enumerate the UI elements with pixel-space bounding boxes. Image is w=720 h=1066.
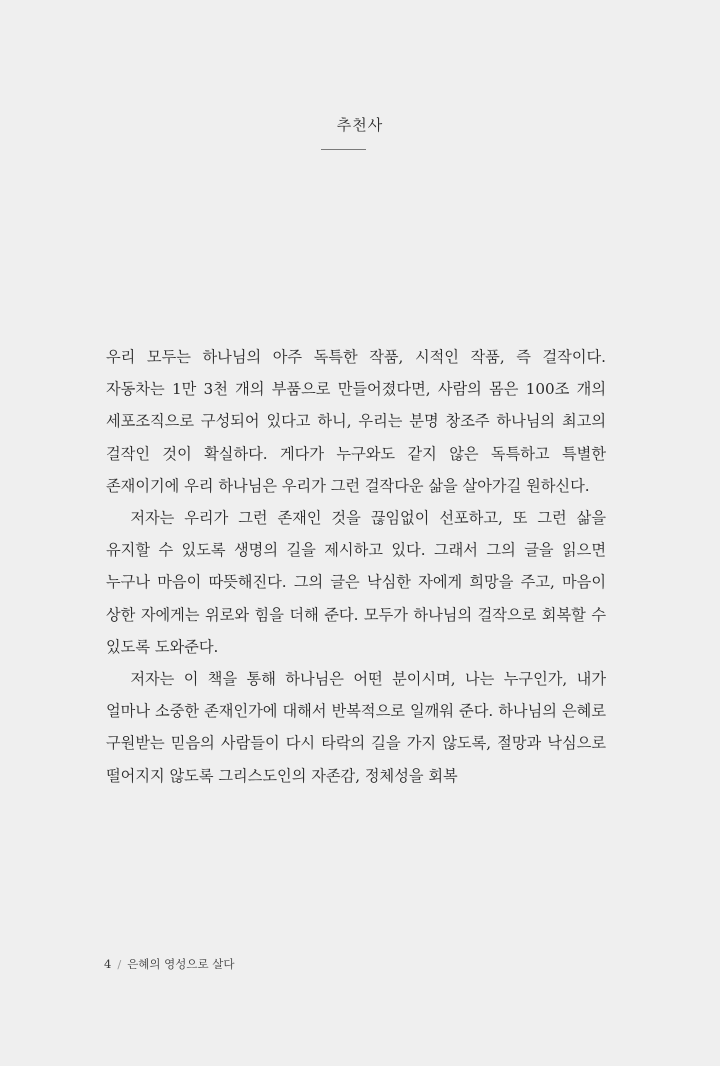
heading-divider (321, 149, 366, 150)
paragraph-3: 저자는 이 책을 통해 하나님은 어떤 분이시며, 나는 누구인가, 내가 얼마나 소중한 존재인가에 대해서 반복적으로 일깨워 준다. 하나님의 은혜로 구원받는 믿음의 사람들이 다시 타락의 길을 가지 않도록, 절망과 낙심으로 떨어지지 않도록 그리스도인의 자존감, 정체성을 회복 (106, 670, 606, 785)
book-title: 은혜의 영성으로 살다 (127, 957, 235, 971)
paragraph-1: 우리 모두는 하나님의 아주 독특한 작품, 시적인 작품, 즉 걸작이다. 자동차는 1만 3천 개의 부품으로 만들어졌다면, 사람의 몸은 100조 개의 세포조직으로 구성되어 있다고 하니, 우리는 분명 창조주 하나님의 최고의 걸작인 것이 확실하다. 게다가 누구와도 같지 않은 독특하고 특별한 존재이기에 우리 하나님은 우리가 그런 걸작다운 삶을 살아가길 원하신다. (106, 348, 606, 495)
page-number: 4 (104, 957, 112, 971)
paragraph-2: 저자는 우리가 그런 존재인 것을 끊임없이 선포하고, 또 그런 삶을 유지할 수 있도록 생명의 길을 제시하고 있다. 그래서 그의 글을 읽으면 누구나 마음이 따뜻해진다. 그의 글은 낙심한 자에게 희망을 주고, 마음이 상한 자에게는 위로와 힘을 더해 준다. 모두가 하나님의 걸작으로 회복할 수 있도록 도와준다. (106, 509, 606, 656)
page-footer (104, 956, 235, 972)
body-text (106, 341, 606, 792)
footer-separator: / (117, 957, 122, 971)
section-heading: 추천사 (336, 116, 384, 134)
